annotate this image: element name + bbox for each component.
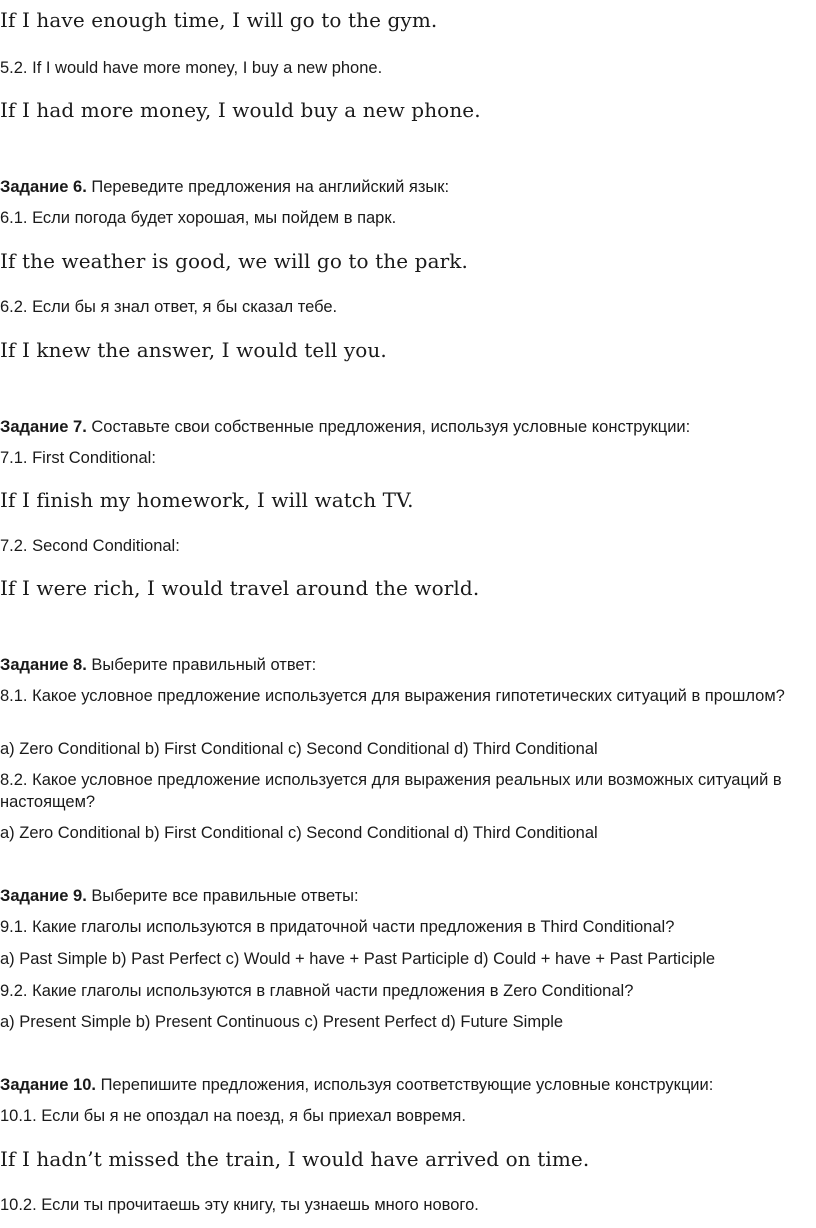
- question-7-2: 7.2. Second Conditional:: [0, 537, 180, 555]
- task-10-title: Задание 10.: [0, 1076, 96, 1094]
- task-8-text: Выберите правильный ответ:: [86, 656, 317, 674]
- question-5-2: 5.2. If I would have more money, I buy a new phone.: [0, 59, 383, 77]
- task-7-title: Задание 7.: [0, 418, 87, 436]
- question-9-1: 9.1. Какие глаголы используются в придаточной части предложения в Third Conditional?: [0, 918, 675, 936]
- question-6-2: 6.2. Если бы я знал ответ, я бы сказал тебе.: [0, 298, 338, 316]
- question-7-1: 7.1. First Conditional:: [0, 449, 156, 467]
- answer-5-2: If I had more money, I would buy a new phone.: [0, 98, 481, 122]
- task-8-title: Задание 8.: [0, 656, 87, 674]
- answer-10-1: If I hadn’t missed the train, I would have arrived on time.: [0, 1147, 590, 1171]
- task-9-text: Выберите все правильные ответы:: [86, 887, 359, 905]
- task-8-heading: [0, 654, 316, 676]
- task-9-title: Задание 9.: [0, 887, 87, 905]
- task-7-text: Составьте свои собственные предложения, используя условные конструкции:: [86, 418, 691, 436]
- answer-6-2: If I knew the answer, I would tell you.: [0, 338, 387, 362]
- options-9-2: a) Present Simple b) Present Continuous c) Present Perfect d) Future Simple: [0, 1013, 564, 1031]
- question-8-1: 8.1. Какое условное предложение используется для выражения гипотетических ситуаций в прошлом?: [0, 687, 785, 705]
- answer-5-1: If I have enough time, I will go to the gym.: [0, 8, 438, 32]
- options-8-1: a) Zero Conditional b) First Conditional c) Second Conditional d) Third Conditional: [0, 740, 598, 758]
- task-7-heading: [0, 416, 690, 438]
- question-9-2: 9.2. Какие глаголы используются в главной части предложения в Zero Conditional?: [0, 982, 634, 1000]
- options-8-2: a) Zero Conditional b) First Conditional c) Second Conditional d) Third Conditional: [0, 824, 598, 842]
- task-6-heading: [0, 176, 449, 198]
- question-6-1: 6.1. Если погода будет хорошая, мы пойдем в парк.: [0, 209, 397, 227]
- task-10-text: Перепишите предложения, используя соответствующие условные конструкции:: [95, 1076, 714, 1094]
- question-10-2: 10.2. Если ты прочитаешь эту книгу, ты узнаешь много нового.: [0, 1196, 479, 1214]
- answer-7-2: If I were rich, I would travel around the world.: [0, 576, 480, 600]
- answer-7-1: If I finish my homework, I will watch TV.: [0, 488, 414, 512]
- task-10-heading: [0, 1074, 713, 1096]
- task-9-heading: [0, 885, 359, 907]
- answer-6-1: If the weather is good, we will go to the park.: [0, 249, 468, 273]
- options-9-1: a) Past Simple b) Past Perfect c) Would + have + Past Participle d) Could + have + Past Participle: [0, 950, 716, 968]
- question-10-1: 10.1. Если бы я не опоздал на поезд, я бы приехал вовремя.: [0, 1107, 466, 1125]
- task-6-title: Задание 6.: [0, 178, 87, 196]
- task-6-text: Переведите предложения на английский язык:: [86, 178, 450, 196]
- question-8-2: 8.2. Какое условное предложение используется для выражения реальных или возможных ситуаций в настоящем?: [0, 771, 782, 811]
